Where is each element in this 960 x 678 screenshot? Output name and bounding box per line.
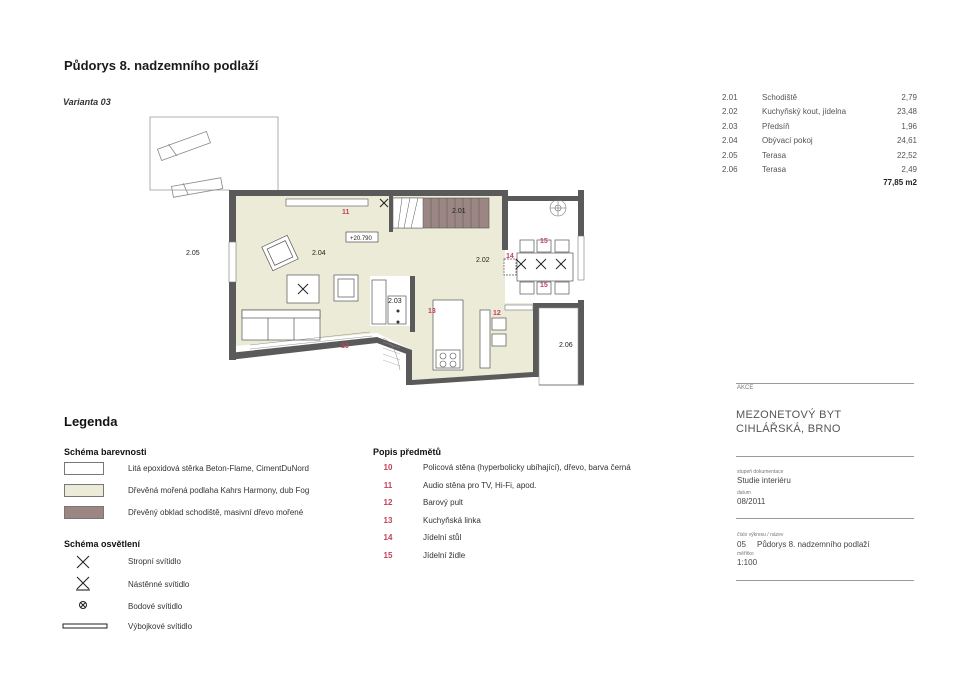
lighting-label: Bodové svítidlo xyxy=(128,602,183,611)
drawing-title: Půdorys 8. nadzemního podlaží xyxy=(64,58,259,73)
wall-light-icon xyxy=(76,577,90,590)
colors-title: Schéma barevnosti xyxy=(64,447,147,457)
item-row: 14 Jídelní stůl xyxy=(383,533,462,542)
room-label-2-02: 2.02 xyxy=(476,257,490,264)
item-num-10: 10 xyxy=(341,343,349,350)
deck-chair-2 xyxy=(172,178,223,198)
legend-color-label: Dřevěný obklad schodiště, masivní dřevo mořené xyxy=(128,508,304,517)
item-num-11: 11 xyxy=(342,209,350,216)
titleblock-line xyxy=(736,456,914,457)
kitchen-line-13 xyxy=(433,300,463,370)
item-num-15a: 15 xyxy=(540,238,548,245)
akce-label: AKCE xyxy=(737,385,754,391)
sofa xyxy=(242,310,320,340)
stage-label: stupeň dokumentace xyxy=(737,469,784,475)
spot-light-icon xyxy=(80,602,87,609)
item-num-15b: 15 xyxy=(540,282,548,289)
side-armchair xyxy=(334,275,358,301)
drawing-number: 05 xyxy=(737,540,746,549)
deck-chair-1 xyxy=(158,131,211,160)
floor-plan xyxy=(140,108,595,393)
elevation-text: +20.790 xyxy=(350,236,372,242)
lighting-icons xyxy=(74,553,94,633)
room-label-2-03: 2.03 xyxy=(388,298,402,305)
swatch-epoxy xyxy=(64,462,104,475)
room-label-2-04: 2.04 xyxy=(312,250,326,257)
items-title: Popis předmětů xyxy=(373,447,442,457)
room-row: 2.01 Schodiště 2,79 xyxy=(722,92,917,102)
ceiling-light-icon xyxy=(77,556,89,568)
room-row: 2.06 Terasa 2,49 xyxy=(722,165,917,175)
item-row: 15 Jídelní židle xyxy=(383,550,466,560)
room-label-2-06: 2.06 xyxy=(559,342,573,349)
item-num-14: 14 xyxy=(506,253,514,260)
item-num-12: 12 xyxy=(493,310,501,317)
rooms-total: 77,85 m2 xyxy=(883,178,917,187)
swatch-stair-wood xyxy=(64,506,104,519)
item-row: 13 Kuchyňská linka xyxy=(383,515,481,525)
swatch-wood-floor xyxy=(64,484,104,497)
plant xyxy=(550,200,566,216)
stage-value: Studie interiéru xyxy=(737,476,791,485)
item-row: 12 Barový pult xyxy=(383,498,464,507)
legend-color-label: Dřevěná mořená podlaha Kahrs Harmony, dub Fog xyxy=(128,486,310,495)
staircase-2-01 xyxy=(393,198,489,228)
room-label-2-01: 2.01 xyxy=(452,208,466,215)
room-row: 2.05 Terasa 22,52 xyxy=(722,150,917,160)
lighting-label: Výbojkové svítidlo xyxy=(128,622,193,631)
drawing-label: číslo výkresu / název xyxy=(737,532,784,538)
items-list xyxy=(373,463,631,568)
item-row: 10 Policová stěna (hyperbolicky ubíhající), dřevo, barva černá xyxy=(383,463,631,472)
item-num-13: 13 xyxy=(428,308,436,315)
room-row: 2.04 Obývací pokoj 24,61 xyxy=(722,136,917,146)
room-schedule xyxy=(722,90,917,187)
scale-label: měřítko xyxy=(737,551,754,557)
room-label-2-05: 2.05 xyxy=(186,250,200,257)
scale-value: 1:100 xyxy=(737,558,758,567)
date-label: datum xyxy=(737,490,751,496)
room-row: 2.02 Kuchyňský kout, jídelna 23,48 xyxy=(722,107,917,117)
audio-wall-11 xyxy=(286,199,368,206)
legend-title: Legenda xyxy=(64,414,118,429)
project-name-2: CIHLÁŘSKÁ, BRNO xyxy=(736,423,841,435)
lighting-title: Schéma osvětlení xyxy=(64,539,141,549)
discharge-light-icon xyxy=(62,622,108,630)
project-name-1: MEZONETOVÝ BYT xyxy=(736,409,842,421)
lighting-label: Nástěnné svítidlo xyxy=(128,580,190,589)
drawing-name: Půdorys 8. nadzemního podlaží xyxy=(757,540,870,549)
titleblock-line xyxy=(736,383,914,384)
titleblock-line xyxy=(736,580,914,581)
item-row: 11 Audio stěna pro TV, Hi-Fi, apod. xyxy=(383,480,537,490)
legend-color-label: Litá epoxidová stěrka Beton-Flame, CimentDuNord xyxy=(128,464,309,473)
titleblock-line xyxy=(736,518,914,519)
lighting-label: Stropní svítidlo xyxy=(128,557,181,566)
date-value: 08/2011 xyxy=(737,497,766,506)
room-row: 2.03 Předsíň 1,96 xyxy=(722,121,917,131)
variant-label: Varianta 03 xyxy=(63,97,111,107)
